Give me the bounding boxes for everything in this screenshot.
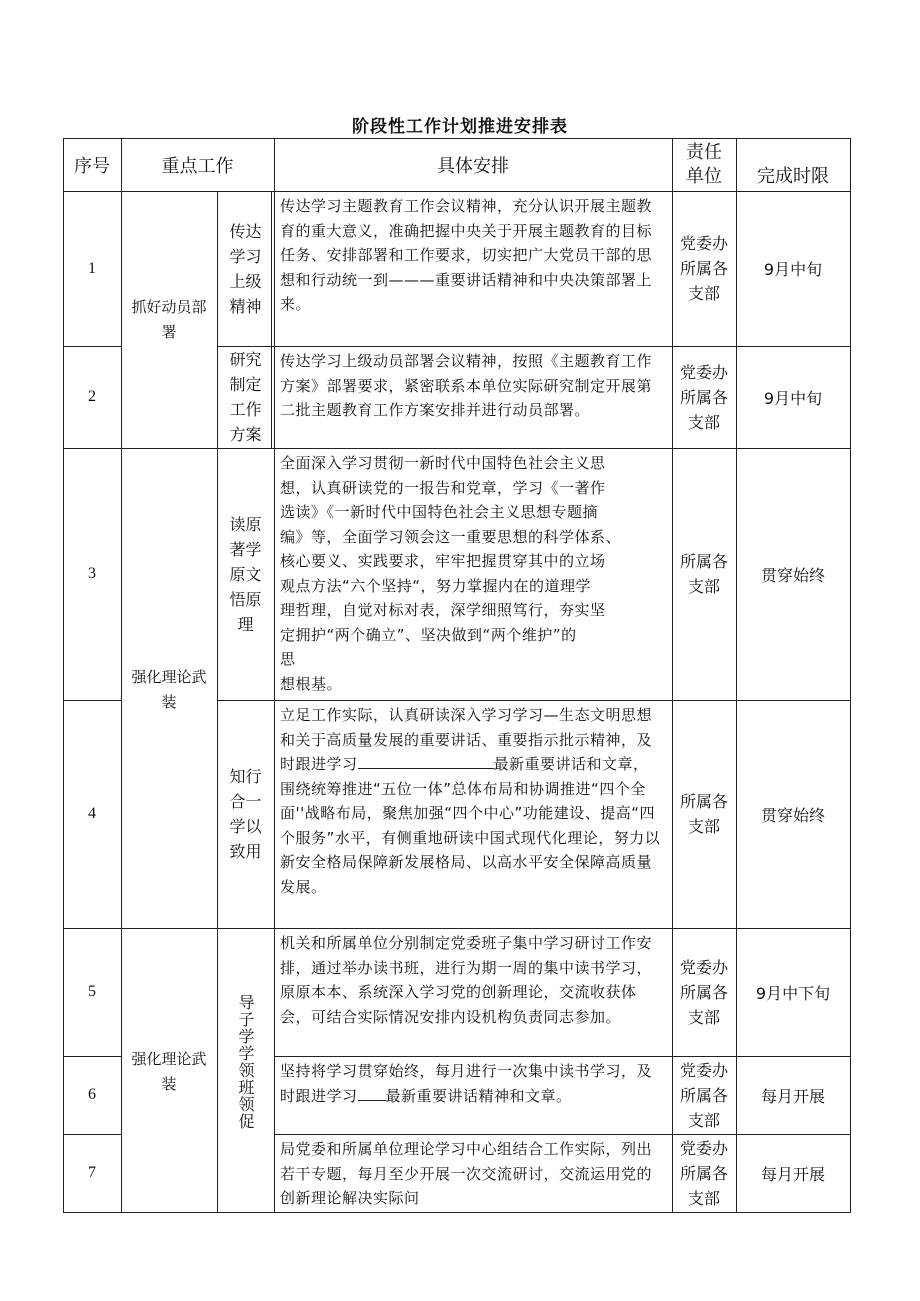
group-theory-2: 强化理论武装: [131, 1050, 207, 1093]
row-6-content: [274, 1056, 672, 1134]
row-3-line: 思: [280, 650, 296, 668]
row-7-seq: 7: [88, 1164, 96, 1181]
row-3-line: 全面深入学习贯彻一新时代中国特色社会主义思: [280, 454, 606, 472]
row-3-line: 核心要义、实践要求，牢牢把握贯穿其中的立场: [280, 552, 606, 570]
subtopic-lead-label: 导子学学领班领促: [236, 994, 255, 1130]
row-2-content: 传达学习上级动员部署会议精神，按照《主题教育工作方案》部署要求，紧密联系本单位实际研究制定开展第二批主题教育工作方案安排并进行动员部署。: [280, 352, 653, 419]
row-7-responsible: 党委办所属各支部: [679, 1138, 728, 1208]
row-6-content-b: 最新重要讲话精神和文章。: [385, 1086, 572, 1105]
row-6-blank: [358, 1100, 386, 1101]
col-divider-content: [274, 138, 275, 1213]
row-divider-3-rest: [217, 700, 851, 701]
row-divider-4: [63, 928, 851, 929]
col-divider-content-inner: [271, 191, 272, 448]
row-3-line: 编》等，全面学习领会这一重要思想的科学体系、: [280, 527, 622, 546]
row-6-deadline: 每月开展: [760, 1086, 825, 1106]
row-5-seq: 5: [88, 983, 96, 1000]
row-3-line: 定拥护“两个确立”、坚决做到“两个维护”的: [280, 625, 577, 644]
row-5-content: 机关和所属单位分别制定党委班子集中学习研讨工作安排，通过举办读书班，进行为期一周的集中读书学习，原原本本、系统深入学习党的创新理论，交流收获体会，可结合实际情况安排内设机构负责同志参加。: [280, 934, 653, 1026]
row-divider-5-seq: [63, 1056, 121, 1057]
row-4-content: [274, 700, 672, 928]
row-divider-2: [63, 448, 851, 449]
row-divider-3-seq: [63, 700, 121, 701]
row-2-responsible: 党委办所属各支部: [679, 362, 728, 432]
table-border-left: [63, 138, 64, 1213]
subtopic-plan: 研究制定工作方案: [229, 350, 262, 444]
header-arrangement: 具体安排: [437, 155, 509, 177]
header-responsible: 责任单位: [686, 141, 722, 187]
row-1-content: 传达学习主题教育工作会议精神，充分认识开展主题教育的重大意义，准确把握中央关于开展主题教育的目标任务、安排部署和工作要求，切实把广大党员干部的思想和行动统一到———重要讲话精神和中央决策部署上来。: [280, 197, 653, 313]
col-divider-seq: [121, 138, 122, 1213]
header-key-work: 重点工作: [161, 155, 234, 177]
row-4-deadline: 贯穿始终: [760, 805, 825, 825]
row-4-blank: [358, 768, 494, 769]
header-seq: 序号: [74, 155, 110, 177]
col-divider-responsible: [672, 138, 673, 1213]
row-6-responsible: 党委办所属各支部: [679, 1060, 728, 1130]
row-3-deadline: 贯穿始终: [760, 565, 825, 585]
row-3-line: 理哲理，自觉对标对表，深学细照笃行，夯实坚: [280, 601, 606, 619]
subtopic-read: 读原著学原文悟原理: [229, 514, 262, 634]
row-1-deadline: 9月中旬: [763, 260, 823, 279]
row-3-line: 选读》《一新时代中国特色社会主义思想专题摘: [280, 503, 599, 521]
row-5-deadline: 9月中下旬: [755, 983, 831, 1003]
row-1-responsible: 党委办所属各支部: [679, 234, 728, 303]
row-2-deadline: 9月中旬: [763, 388, 823, 408]
row-1-seq: 1: [88, 259, 96, 277]
table-border-top: [63, 138, 851, 139]
row-divider-6-seq: [63, 1134, 121, 1135]
row-2-seq: 2: [88, 388, 96, 405]
table-border-bottom: [63, 1212, 851, 1213]
row-3-seq: 3: [88, 565, 96, 582]
row-5-responsible: 党委办所属各支部: [679, 957, 728, 1027]
row-divider-6-rest: [274, 1134, 851, 1135]
subtopic-lead: [217, 928, 274, 1212]
row-3-line: 观点方法“六个坚持“，努力掌握内在的道理学: [280, 576, 592, 595]
subtopic-relay: 传达学习上级精神: [229, 221, 262, 316]
row-3-responsible: 所属各支部: [679, 552, 728, 596]
col-divider-sub: [217, 191, 218, 1213]
row-4-content-a: 立足工作实际，认真研读深入学习学习—生态文明思想和关于高质量发展的重要讲话、重要指示批示精神，及时跟进学习: [280, 706, 653, 773]
row-6-content-a: 坚持将学习贯穿始终，每月进行一次集中读书学习，及时跟进学习: [280, 1062, 653, 1105]
group-theory-1: 强化理论武装: [131, 668, 207, 711]
subtopic-practice: 知行合一学以致用: [229, 767, 262, 861]
row-divider-5-rest: [274, 1056, 851, 1057]
table-border-right: [850, 138, 851, 1213]
row-3-content: [274, 448, 672, 700]
header-deadline: 完成时限: [757, 165, 829, 187]
row-4-responsible: 所属各支部: [679, 792, 728, 836]
row-4-content-b: 最新重要讲话和文章，围绕统筹推进“五位一体”总体布局和协调推进“四个全面''战略布局，聚焦加强“四个中心”功能建设、提高“四个服务”水平，有侧重地研读中国式现代化理论，努力以新安全格局保障新发展格局、以高水平安全保障高质量发展。: [280, 755, 661, 896]
row-3-line: 想，认真研读党的一报告和党章，学习《一著作: [280, 478, 606, 497]
row-divider-header: [63, 191, 851, 192]
row-divider-1-seq: [63, 346, 121, 347]
row-7-deadline: 每月开展: [760, 1164, 825, 1184]
row-7-content: 局党委和所属单位理论学习中心组结合工作实际，列出若干专题，每月至少开展一次交流研讨，交流运用党的创新理论解决实际问: [280, 1140, 653, 1207]
row-divider-1-rest: [217, 346, 851, 347]
row-6-seq: 6: [88, 1086, 96, 1103]
row-3-line: 想根基。: [280, 674, 343, 693]
col-divider-deadline: [736, 138, 737, 1213]
group-mobilize: 抓好动员部署: [131, 298, 207, 341]
page-title: 阶段性工作计划推进安排表: [352, 117, 568, 137]
row-4-seq: 4: [88, 805, 96, 822]
